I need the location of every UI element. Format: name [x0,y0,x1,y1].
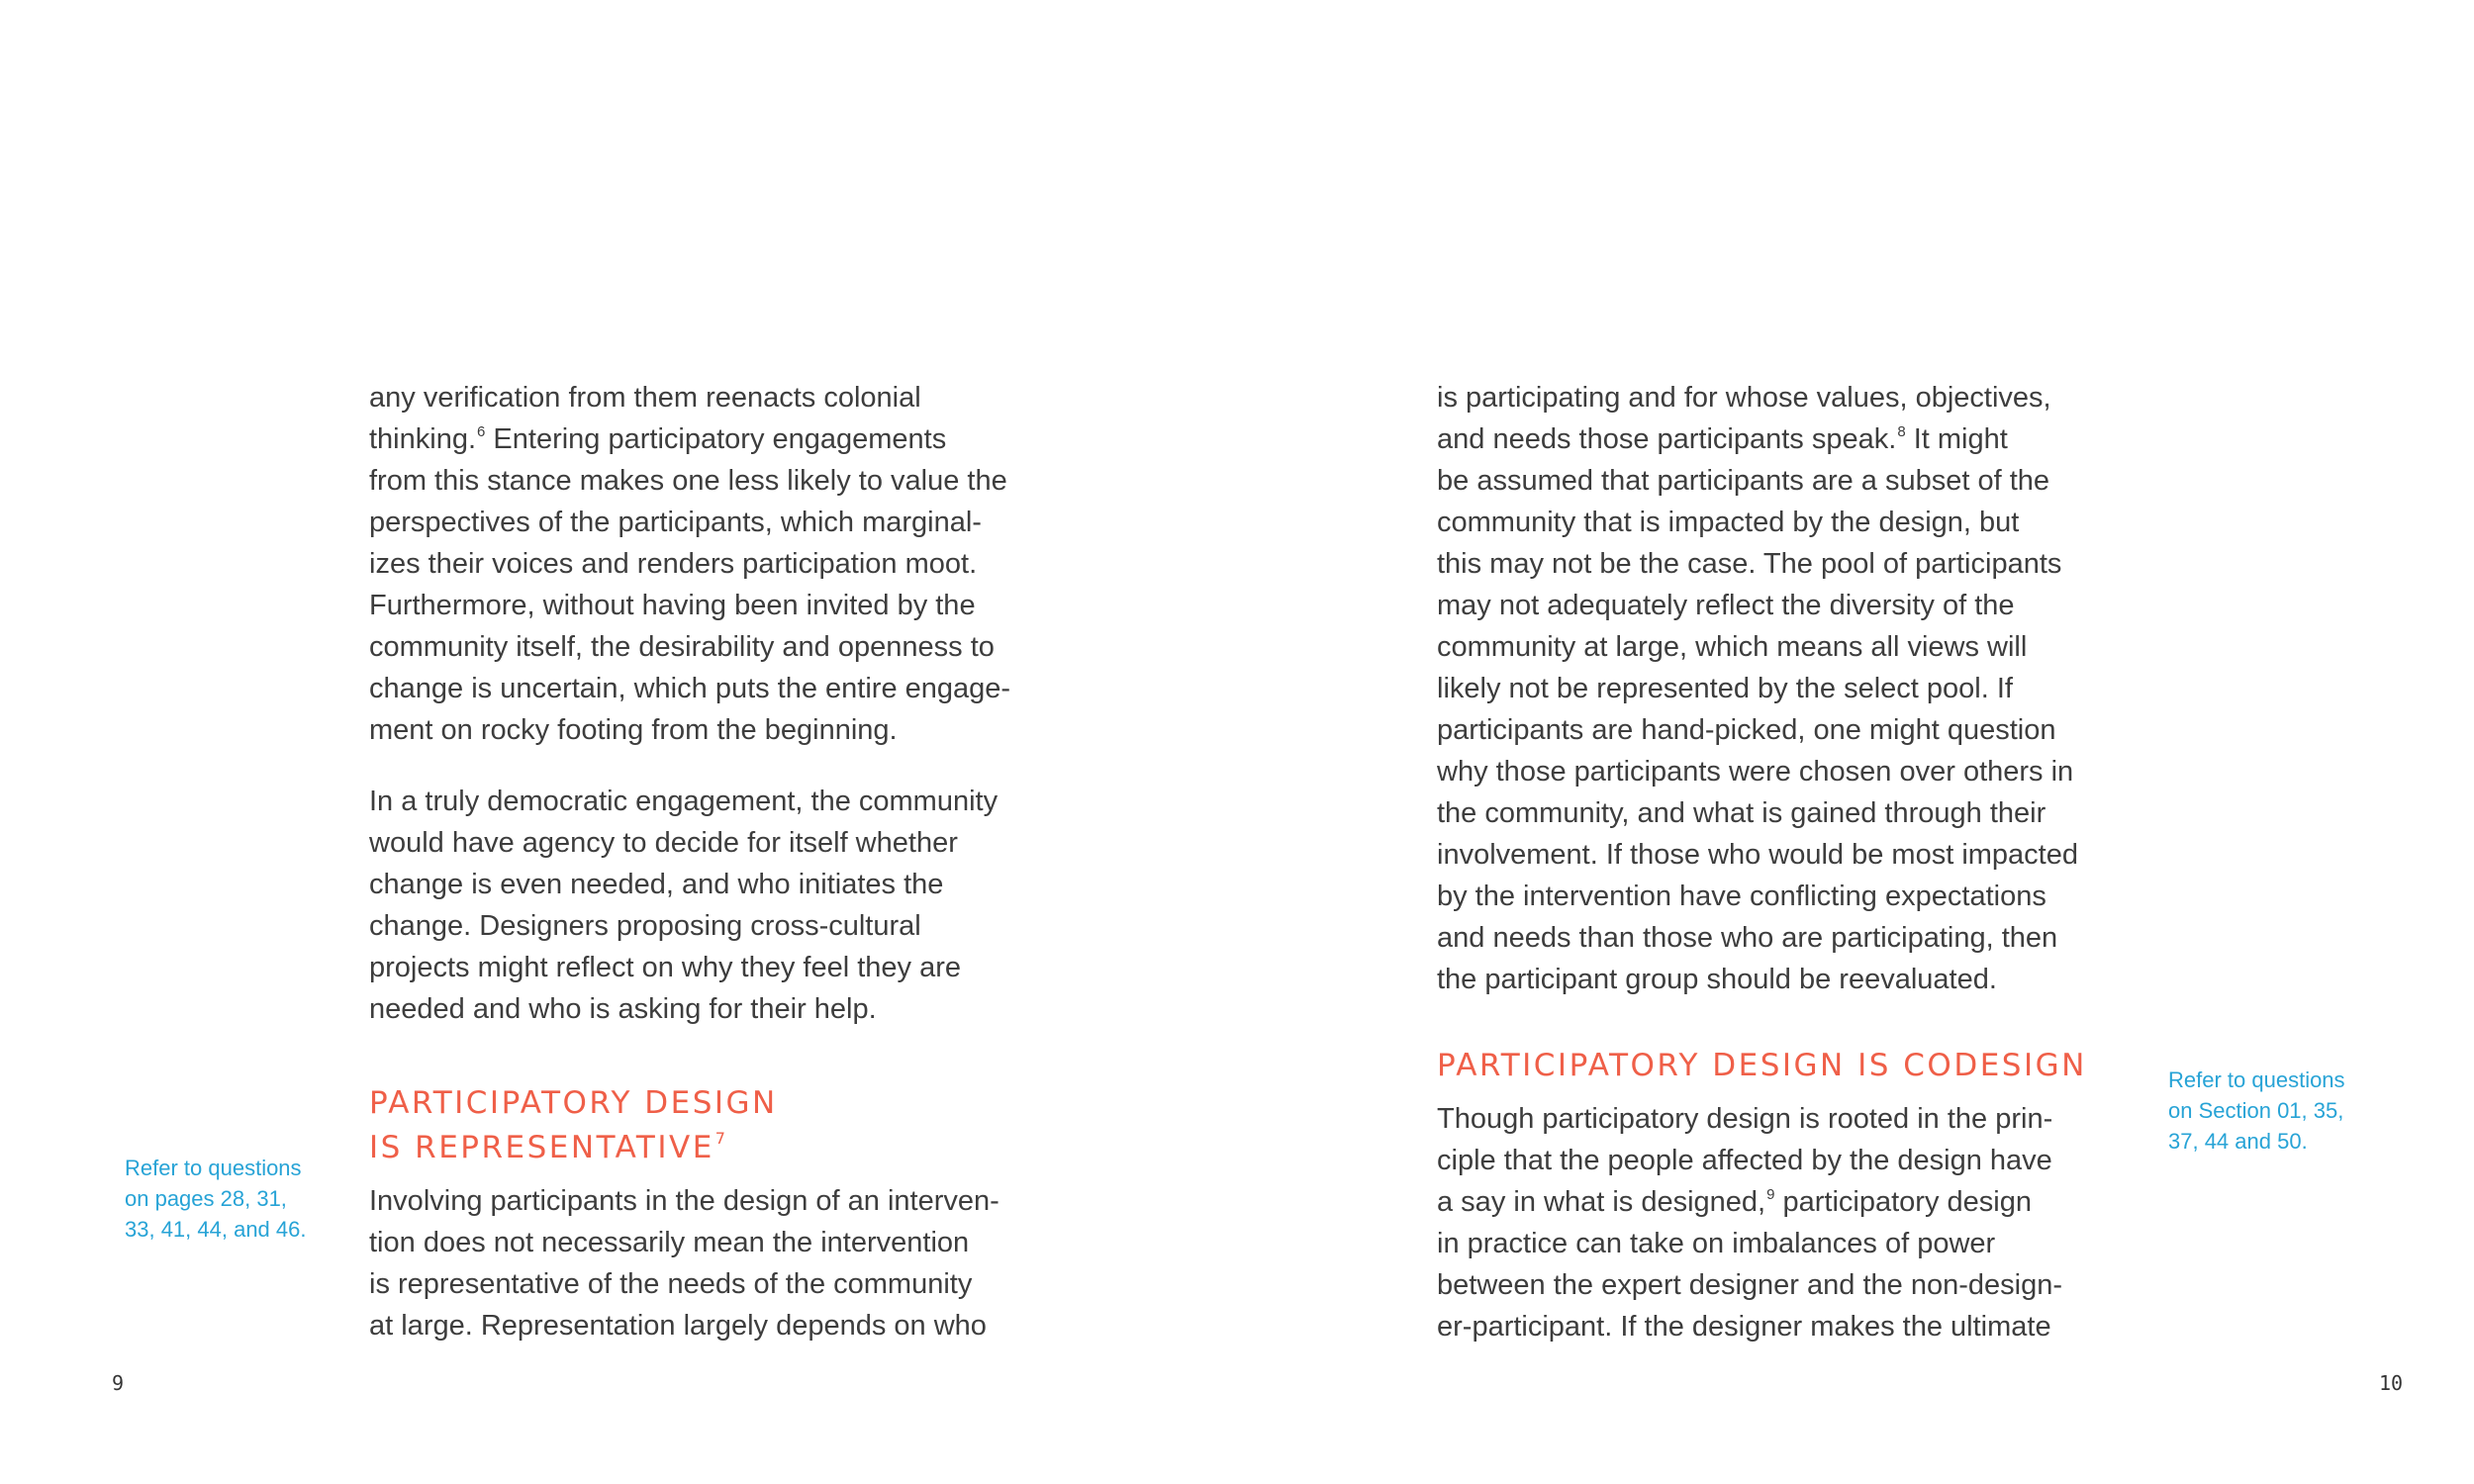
left-sidenote: Refer to questions on pages 28, 31, 33, 41, 44, and 46. [125,1156,307,1242]
left-paragraph-3: Involving participants in the design of an interven- tion does not necessarily mean the intervention is representative of the needs of the community at large. Representation largely depends on who [369,1185,999,1342]
page-number-left: 9 [112,1371,125,1395]
left-paragraph-1: any verification from them reenacts colonial thinking.$^6$ Entering participatory engagements from this stance makes one less likely to value the perspectives of the participants, which marginal- izes their voices and renders participation moot. Furthermore, without having been invited by the community itself, the desirability and openness to change is uncertain, which puts the entire engage- ment on rocky footing from the beginning. [369,382,1011,746]
footnote-marker: 8 [1897,423,1906,440]
right-page-column [1437,377,2159,1347]
left-paragraph-2: In a truly democratic engagement, the community would have agency to decide for itself whether change is even needed, and who initiates the change. Designers proposing cross-cultural projects might reflect on why they feel they are needed and who is asking for their help. [369,786,999,1025]
right-paragraph-2: Though participatory design is rooted in the prin- ciple that the people affected by the design have a say in what is designed,$^9$ participatory design in practice can take on imbalances of power between the expert designer and the non-design- er-participant. If the designer makes the ultimate [1437,1103,2062,1343]
right-sidenote: Refer to questions on Section 01, 35, 37, 44 and 50. [2168,1067,2345,1154]
section-heading-codesign: PARTICIPATORY DESIGN IS CODESIGN [1437,1048,2087,1083]
section-heading-representative: PARTICIPATORY DESIGN IS REPRESENTATIVE$^7$ [369,1085,778,1165]
footnote-marker: 7 [714,1129,725,1148]
footnote-marker: 6 [477,423,486,440]
page-number-right: 10 [2379,1371,2404,1395]
right-paragraph-1: is participating and for whose values, objectives, and needs those participants speak.$^8$ It might be assumed that participants are a subset of the community that is impacted by the design, but this may not be the case. The pool of participants may not adequately reflect the diversity of the community at large, which means all views will likely not be represented by the select pool. If participants are hand-picked, one might question why those participants were chosen over others in the community, and what is gained through their involvement. If those who would be most impacted by the intervention have conflicting expectations and needs than those who are participating, then the participant group should be reevaluated. [1437,382,2078,995]
left-page-column [369,377,1082,1346]
footnote-marker: 9 [1766,1186,1775,1203]
